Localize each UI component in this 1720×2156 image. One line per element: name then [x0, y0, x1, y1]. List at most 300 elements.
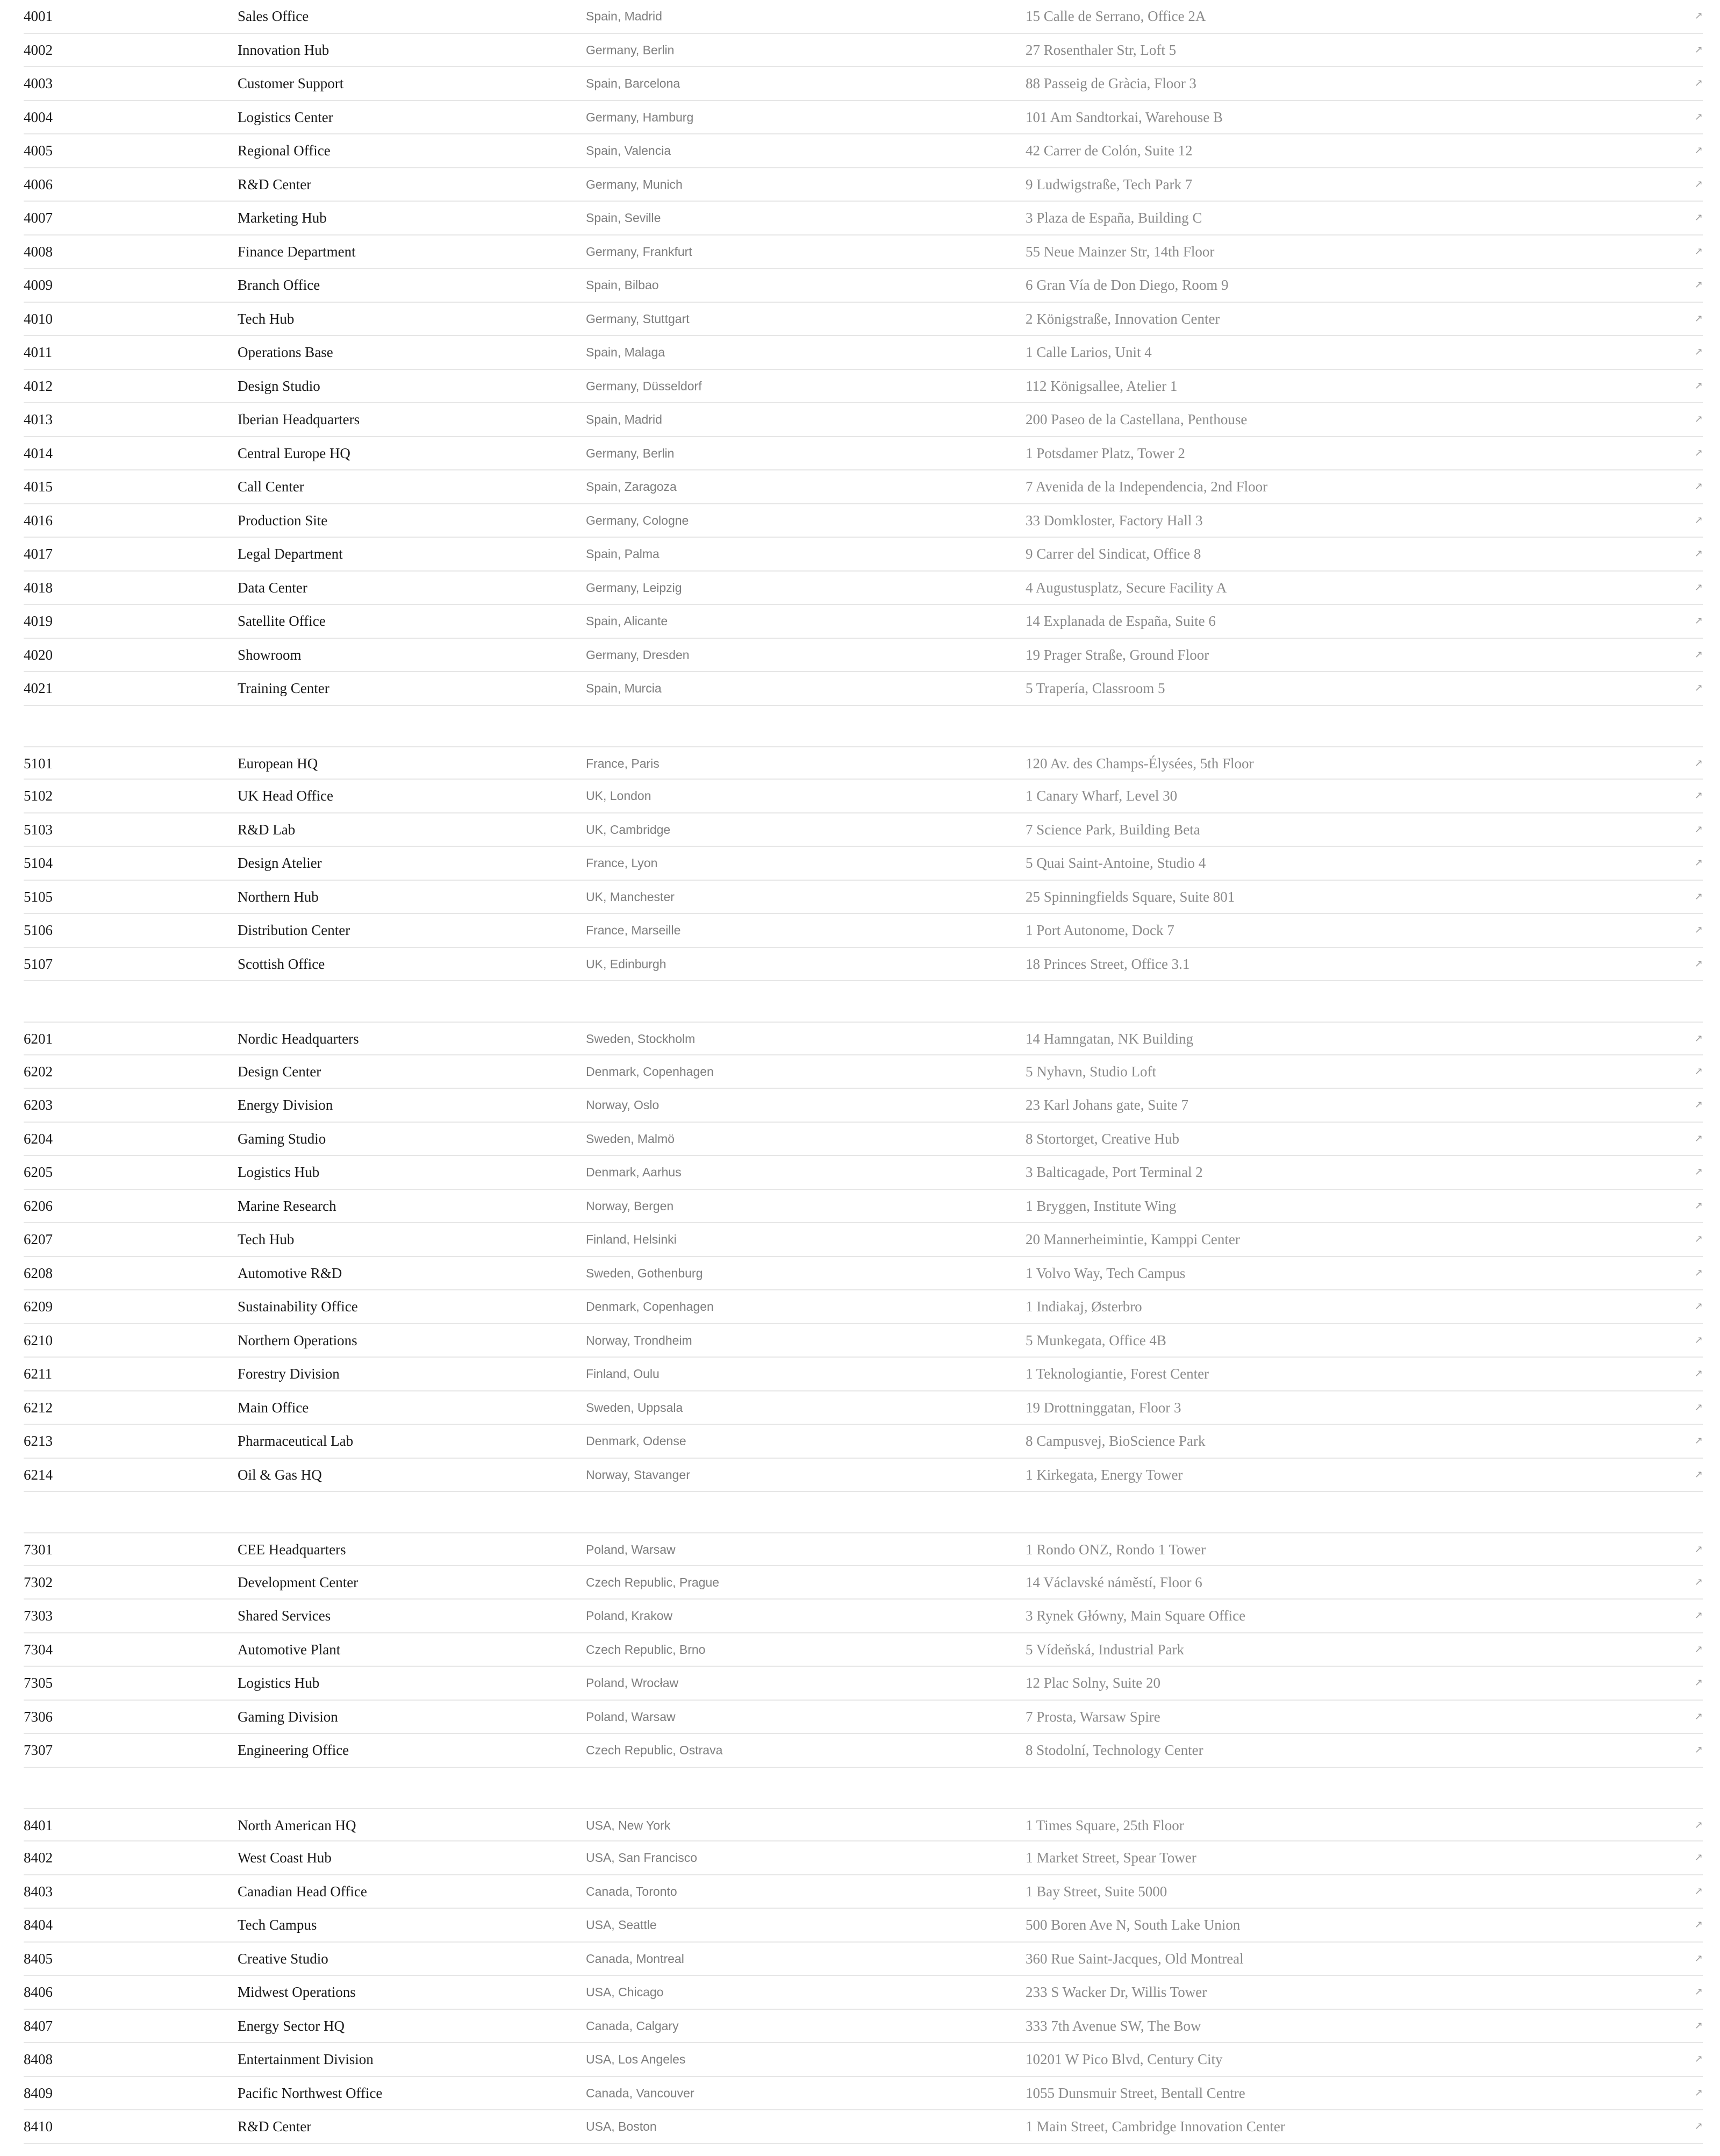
- table-row[interactable]: [24, 1600, 1703, 1633]
- external-link-arrow-icon[interactable]: ↗: [1694, 2121, 1703, 2132]
- office-address: 360 Rue Saint-Jacques, Old Montreal: [1026, 1950, 1244, 1967]
- office-code: 5103: [24, 821, 53, 838]
- office-code: 7307: [24, 1742, 53, 1758]
- table-row[interactable]: [24, 1391, 1703, 1425]
- external-link-arrow-icon[interactable]: ↗: [1694, 581, 1703, 593]
- office-location: Poland, Krakow: [586, 1609, 673, 1623]
- table-row[interactable]: [24, 1223, 1703, 1257]
- office-code: 4010: [24, 310, 53, 327]
- office-location: Germany, Dresden: [586, 647, 690, 662]
- table-row[interactable]: [24, 813, 1703, 847]
- office-address: 12 Plac Solny, Suite 20: [1026, 1675, 1161, 1691]
- office-code: 8404: [24, 1917, 53, 1933]
- external-link-arrow-icon[interactable]: ↗: [1694, 1744, 1703, 1755]
- external-link-arrow-icon[interactable]: ↗: [1694, 2087, 1703, 2098]
- office-location: Germany, Berlin: [586, 42, 675, 57]
- office-name: West Coast Hub: [238, 1850, 332, 1866]
- office-name: Regional Office: [238, 142, 331, 159]
- office-code: 6201: [24, 1031, 53, 1047]
- table-row[interactable]: [24, 1734, 1703, 1768]
- external-link-arrow-icon[interactable]: ↗: [1694, 145, 1703, 156]
- office-code: 8402: [24, 1850, 53, 1866]
- office-address: 1 Times Square, 25th Floor: [1026, 1817, 1184, 1833]
- office-address: 1 Volvo Way, Tech Campus: [1026, 1265, 1186, 1281]
- external-link-arrow-icon[interactable]: ↗: [1694, 178, 1703, 190]
- office-code: 5104: [24, 855, 53, 871]
- office-name: Nordic Headquarters: [238, 1031, 359, 1047]
- table-row[interactable]: [24, 1875, 1703, 1909]
- office-location: Norway, Bergen: [586, 1198, 674, 1213]
- office-address: 9 Carrer del Sindicat, Office 8: [1026, 546, 1201, 562]
- table-row[interactable]: [24, 2077, 1703, 2111]
- office-location: Denmark, Aarhus: [586, 1165, 682, 1179]
- table-row[interactable]: [24, 34, 1703, 68]
- external-link-arrow-icon[interactable]: ↗: [1694, 615, 1703, 626]
- office-name: Forestry Division: [238, 1366, 340, 1382]
- office-address: 19 Prager Straße, Ground Floor: [1026, 646, 1209, 663]
- office-name: Branch Office: [238, 277, 320, 293]
- external-link-arrow-icon[interactable]: ↗: [1694, 1885, 1703, 1897]
- office-code: 6203: [24, 1097, 53, 1113]
- office-location: Sweden, Stockholm: [586, 1032, 696, 1046]
- office-name: Tech Campus: [238, 1917, 317, 1933]
- office-address: 5 Quai Saint-Antoine, Studio 4: [1026, 855, 1206, 871]
- table-row[interactable]: [24, 2043, 1703, 2077]
- external-link-arrow-icon[interactable]: ↗: [1694, 890, 1703, 902]
- office-name: Logistics Hub: [238, 1675, 320, 1691]
- table-row[interactable]: [24, 1532, 1703, 1566]
- office-location: USA, Seattle: [586, 1918, 657, 1932]
- external-link-arrow-icon[interactable]: ↗: [1694, 1301, 1703, 1312]
- office-location: Spain, Palma: [586, 547, 660, 561]
- office-location: USA, New York: [586, 1818, 671, 1832]
- table-row[interactable]: [24, 672, 1703, 706]
- office-name: Gaming Division: [238, 1708, 338, 1725]
- office-address: 14 Explanada de España, Suite 6: [1026, 613, 1216, 629]
- external-link-arrow-icon[interactable]: ↗: [1694, 413, 1703, 425]
- external-link-arrow-icon[interactable]: ↗: [1694, 648, 1703, 660]
- office-name: Marine Research: [238, 1197, 336, 1214]
- office-code: 7305: [24, 1675, 53, 1691]
- office-code: 4011: [24, 344, 52, 360]
- office-address: 10201 W Pico Blvd, Century City: [1026, 2051, 1223, 2067]
- office-address: 101 Am Sandtorkai, Warehouse B: [1026, 109, 1223, 125]
- office-name: Marketing Hub: [238, 210, 327, 226]
- office-code: 6208: [24, 1265, 53, 1281]
- office-address: 1 Port Autonome, Dock 7: [1026, 922, 1174, 938]
- external-link-arrow-icon[interactable]: ↗: [1694, 1819, 1703, 1831]
- external-link-arrow-icon[interactable]: ↗: [1694, 548, 1703, 559]
- office-code: 6214: [24, 1466, 53, 1483]
- office-address: 15 Calle de Serrano, Office 2A: [1026, 8, 1206, 24]
- table-row[interactable]: [24, 1156, 1703, 1190]
- office-location: France, Lyon: [586, 856, 658, 870]
- external-link-arrow-icon[interactable]: ↗: [1694, 924, 1703, 936]
- table-row[interactable]: [24, 101, 1703, 135]
- office-location: Germany, Stuttgart: [586, 311, 690, 326]
- office-name: Showroom: [238, 646, 302, 663]
- table-row[interactable]: [24, 1976, 1703, 2010]
- office-code: 6211: [24, 1366, 52, 1382]
- office-name: Pacific Northwest Office: [238, 2084, 383, 2101]
- office-name: Call Center: [238, 479, 304, 495]
- external-link-arrow-icon[interactable]: ↗: [1694, 1576, 1703, 1588]
- table-row[interactable]: [24, 605, 1703, 639]
- table-row[interactable]: [24, 847, 1703, 881]
- table-row[interactable]: [24, 1566, 1703, 1600]
- office-location: Spain, Madrid: [586, 412, 662, 426]
- office-location: USA, Los Angeles: [586, 2052, 686, 2066]
- office-name: North American HQ: [238, 1817, 356, 1833]
- office-address: 5 Nyhavn, Studio Loft: [1026, 1063, 1156, 1080]
- office-location: France, Marseille: [586, 923, 681, 937]
- office-name: Creative Studio: [238, 1950, 328, 1967]
- office-name: Energy Sector HQ: [238, 2017, 345, 2034]
- table-row[interactable]: [24, 235, 1703, 269]
- external-link-arrow-icon[interactable]: ↗: [1694, 10, 1703, 22]
- office-location: USA, Chicago: [586, 1985, 664, 1999]
- table-row[interactable]: [24, 1123, 1703, 1156]
- office-code: 4012: [24, 377, 53, 394]
- office-code: 7301: [24, 1541, 53, 1558]
- office-address: 233 S Wacker Dr, Willis Tower: [1026, 1984, 1207, 2000]
- external-link-arrow-icon[interactable]: ↗: [1694, 1952, 1703, 1964]
- table-row[interactable]: [24, 168, 1703, 202]
- table-row[interactable]: [24, 1358, 1703, 1391]
- office-location: Germany, Düsseldorf: [586, 379, 702, 393]
- office-code: 5106: [24, 922, 53, 938]
- office-location: Germany, Berlin: [586, 446, 675, 460]
- office-code: 5105: [24, 888, 53, 905]
- office-name: Entertainment Division: [238, 2051, 374, 2067]
- table-row[interactable]: [24, 2110, 1703, 2144]
- external-link-arrow-icon[interactable]: ↗: [1694, 1033, 1703, 1044]
- office-location: Spain, Murcia: [586, 681, 662, 695]
- office-code: 4002: [24, 41, 53, 58]
- office-code: 6210: [24, 1332, 53, 1348]
- office-name: Logistics Hub: [238, 1164, 320, 1180]
- table-row[interactable]: [24, 914, 1703, 948]
- office-address: 6 Gran Vía de Don Diego, Room 9: [1026, 277, 1229, 293]
- office-code: 6209: [24, 1298, 53, 1315]
- office-location: UK, London: [586, 789, 651, 803]
- external-link-arrow-icon[interactable]: ↗: [1694, 682, 1703, 694]
- office-name: R&D Center: [238, 2118, 312, 2134]
- external-link-arrow-icon[interactable]: ↗: [1694, 212, 1703, 223]
- office-location: Spain, Madrid: [586, 9, 662, 23]
- external-link-arrow-icon[interactable]: ↗: [1694, 279, 1703, 290]
- office-name: Gaming Studio: [238, 1130, 326, 1147]
- office-address: 20 Mannerheimintie, Kamppi Center: [1026, 1231, 1240, 1247]
- office-location: Sweden, Malmö: [586, 1131, 675, 1146]
- office-location: Spain, Malaga: [586, 345, 665, 359]
- office-location: Poland, Warsaw: [586, 1709, 676, 1724]
- office-address: 25 Spinningfields Square, Suite 801: [1026, 888, 1235, 905]
- table-row[interactable]: [24, 504, 1703, 538]
- office-name: Automotive R&D: [238, 1265, 342, 1281]
- external-link-arrow-icon[interactable]: ↗: [1694, 44, 1703, 55]
- office-address: 33 Domkloster, Factory Hall 3: [1026, 512, 1203, 529]
- external-link-arrow-icon[interactable]: ↗: [1694, 245, 1703, 257]
- office-location: Poland, Wrocław: [586, 1676, 679, 1690]
- office-location: Canada, Toronto: [586, 1884, 677, 1898]
- table-row[interactable]: [24, 881, 1703, 915]
- office-address: 1 Canary Wharf, Level 30: [1026, 788, 1178, 804]
- office-name: Canadian Head Office: [238, 1883, 367, 1900]
- office-name: Logistics Center: [238, 109, 333, 125]
- office-name: R&D Lab: [238, 821, 296, 838]
- office-location: Denmark, Copenhagen: [586, 1064, 714, 1079]
- office-name: Design Studio: [238, 377, 320, 394]
- external-link-arrow-icon[interactable]: ↗: [1694, 1368, 1703, 1379]
- office-location: Czech Republic, Ostrava: [586, 1743, 723, 1757]
- table-row[interactable]: [24, 1808, 1703, 1842]
- office-address: 1 Bryggen, Institute Wing: [1026, 1197, 1177, 1214]
- office-name: Scottish Office: [238, 955, 325, 972]
- office-name: Data Center: [238, 579, 307, 596]
- office-code: 8407: [24, 2017, 53, 2034]
- office-location: Spain, Seville: [586, 211, 661, 225]
- external-link-arrow-icon[interactable]: ↗: [1694, 1200, 1703, 1211]
- table-row[interactable]: [24, 0, 1703, 34]
- office-name: Tech Hub: [238, 310, 295, 327]
- office-name: Development Center: [238, 1574, 359, 1590]
- table-row[interactable]: [24, 269, 1703, 303]
- office-location: Canada, Vancouver: [586, 2086, 694, 2100]
- office-address: 55 Neue Mainzer Str, 14th Floor: [1026, 243, 1215, 260]
- office-code: 7302: [24, 1574, 53, 1590]
- external-link-arrow-icon[interactable]: ↗: [1694, 1919, 1703, 1930]
- table-row[interactable]: [24, 1841, 1703, 1875]
- office-code: 6213: [24, 1433, 53, 1449]
- external-link-arrow-icon[interactable]: ↗: [1694, 757, 1703, 769]
- table-row[interactable]: [24, 470, 1703, 504]
- table-row[interactable]: [24, 538, 1703, 572]
- office-code: 4021: [24, 680, 53, 696]
- office-name: Northern Hub: [238, 888, 319, 905]
- office-code: 4019: [24, 613, 53, 629]
- external-link-arrow-icon[interactable]: ↗: [1694, 1099, 1703, 1110]
- table-row[interactable]: [24, 134, 1703, 168]
- external-link-arrow-icon[interactable]: ↗: [1694, 1401, 1703, 1413]
- external-link-arrow-icon[interactable]: ↗: [1694, 447, 1703, 459]
- office-address: 3 Balticagade, Port Terminal 2: [1026, 1164, 1203, 1180]
- table-row[interactable]: [24, 1022, 1703, 1055]
- office-name: Design Atelier: [238, 855, 322, 871]
- external-link-arrow-icon[interactable]: ↗: [1694, 1065, 1703, 1077]
- office-code: 8403: [24, 1883, 53, 1900]
- table-row[interactable]: [24, 336, 1703, 370]
- table-row[interactable]: [24, 746, 1703, 780]
- office-name: Satellite Office: [238, 613, 326, 629]
- office-code: 7306: [24, 1708, 53, 1725]
- external-link-arrow-icon[interactable]: ↗: [1694, 1610, 1703, 1621]
- external-link-arrow-icon[interactable]: ↗: [1694, 2053, 1703, 2065]
- external-link-arrow-icon[interactable]: ↗: [1694, 958, 1703, 969]
- office-name: Main Office: [238, 1399, 309, 1416]
- office-name: Operations Base: [238, 344, 333, 360]
- office-name: Northern Operations: [238, 1332, 357, 1348]
- office-group: [24, 1022, 1703, 1492]
- office-location: Denmark, Copenhagen: [586, 1300, 714, 1313]
- office-address: 112 Königsallee, Atelier 1: [1026, 377, 1178, 394]
- table-row[interactable]: [24, 1943, 1703, 1976]
- office-name: Innovation Hub: [238, 41, 329, 58]
- table-row[interactable]: [24, 639, 1703, 673]
- table-row[interactable]: [24, 67, 1703, 101]
- office-location: France, Paris: [586, 756, 660, 770]
- external-link-arrow-icon[interactable]: ↗: [1694, 1710, 1703, 1722]
- table-row[interactable]: [24, 1909, 1703, 1943]
- office-name: CEE Headquarters: [238, 1541, 346, 1558]
- office-name: Oil & Gas HQ: [238, 1466, 322, 1483]
- office-name: Iberian Headquarters: [238, 411, 360, 427]
- external-link-arrow-icon[interactable]: ↗: [1694, 481, 1703, 492]
- office-address: 42 Carrer de Colón, Suite 12: [1026, 142, 1193, 159]
- office-code: 4017: [24, 546, 53, 562]
- external-link-arrow-icon[interactable]: ↗: [1694, 312, 1703, 324]
- table-row[interactable]: [24, 1324, 1703, 1358]
- office-code: 5102: [24, 788, 53, 804]
- office-code: 5101: [24, 755, 53, 772]
- table-row[interactable]: [24, 1425, 1703, 1459]
- office-address: 1 Market Street, Spear Tower: [1026, 1850, 1196, 1866]
- table-row[interactable]: [24, 1459, 1703, 1493]
- table-row[interactable]: [24, 437, 1703, 471]
- external-link-arrow-icon[interactable]: ↗: [1694, 380, 1703, 391]
- external-link-arrow-icon[interactable]: ↗: [1694, 77, 1703, 89]
- office-name: R&D Center: [238, 176, 312, 192]
- office-address: 333 7th Avenue SW, The Bow: [1026, 2017, 1201, 2034]
- office-location: Canada, Calgary: [586, 2018, 679, 2033]
- office-name: European HQ: [238, 755, 318, 772]
- office-address: 1 Calle Larios, Unit 4: [1026, 344, 1152, 360]
- office-name: Energy Division: [238, 1097, 333, 1113]
- table-row[interactable]: [24, 403, 1703, 437]
- office-address: 5 Vídeňská, Industrial Park: [1026, 1641, 1184, 1658]
- table-row[interactable]: [24, 2010, 1703, 2044]
- external-link-arrow-icon[interactable]: ↗: [1694, 1132, 1703, 1144]
- office-address: 5 Munkegata, Office 4B: [1026, 1332, 1166, 1348]
- office-location: Czech Republic, Prague: [586, 1575, 720, 1589]
- office-location: Norway, Stavanger: [586, 1467, 690, 1482]
- office-name: Sustainability Office: [238, 1298, 358, 1315]
- office-code: 8405: [24, 1950, 53, 1967]
- office-location: Norway, Oslo: [586, 1098, 660, 1112]
- office-group: [24, 1808, 1703, 2144]
- table-row[interactable]: [24, 303, 1703, 337]
- external-link-arrow-icon[interactable]: ↗: [1694, 1334, 1703, 1346]
- table-row[interactable]: [24, 572, 1703, 605]
- table-row[interactable]: [24, 202, 1703, 235]
- external-link-arrow-icon[interactable]: ↗: [1694, 1643, 1703, 1655]
- external-link-arrow-icon[interactable]: ↗: [1694, 1544, 1703, 1555]
- office-location: Czech Republic, Brno: [586, 1642, 706, 1657]
- table-row[interactable]: [24, 370, 1703, 404]
- table-row[interactable]: [24, 948, 1703, 982]
- office-code: 8401: [24, 1817, 53, 1833]
- external-link-arrow-icon[interactable]: ↗: [1694, 1435, 1703, 1446]
- office-code: 4016: [24, 512, 53, 529]
- external-link-arrow-icon[interactable]: ↗: [1694, 346, 1703, 358]
- office-name: Central Europe HQ: [238, 445, 350, 461]
- table-row[interactable]: [24, 1089, 1703, 1123]
- office-code: 4004: [24, 109, 53, 125]
- office-location: Spain, Bilbao: [586, 278, 659, 292]
- office-name: Design Center: [238, 1063, 321, 1080]
- external-link-arrow-icon[interactable]: ↗: [1694, 1852, 1703, 1863]
- office-code: 4006: [24, 176, 53, 192]
- office-name: Engineering Office: [238, 1742, 349, 1758]
- table-row[interactable]: [24, 1190, 1703, 1224]
- table-row[interactable]: [24, 1701, 1703, 1734]
- office-code: 4014: [24, 445, 53, 461]
- external-link-arrow-icon[interactable]: ↗: [1694, 823, 1703, 835]
- office-location: Poland, Warsaw: [586, 1543, 676, 1557]
- table-row[interactable]: [24, 780, 1703, 813]
- office-address: 1 Kirkegata, Energy Tower: [1026, 1466, 1183, 1483]
- office-name: Customer Support: [238, 75, 344, 91]
- office-code: 4001: [24, 8, 53, 24]
- office-group: [24, 1532, 1703, 1768]
- table-row[interactable]: [24, 1667, 1703, 1701]
- office-location: Germany, Munich: [586, 177, 683, 191]
- office-name: Finance Department: [238, 243, 356, 260]
- office-code: 4009: [24, 277, 53, 293]
- office-name: Distribution Center: [238, 922, 350, 938]
- office-address: 3 Plaza de España, Building C: [1026, 210, 1202, 226]
- office-location: USA, Boston: [586, 2119, 657, 2133]
- office-code: 4005: [24, 142, 53, 159]
- table-row[interactable]: [24, 1633, 1703, 1667]
- external-link-arrow-icon[interactable]: ↗: [1694, 1233, 1703, 1245]
- table-row[interactable]: [24, 1257, 1703, 1291]
- external-link-arrow-icon[interactable]: ↗: [1694, 1986, 1703, 1997]
- external-link-arrow-icon[interactable]: ↗: [1694, 2019, 1703, 2031]
- external-link-arrow-icon[interactable]: ↗: [1694, 514, 1703, 526]
- office-name: UK Head Office: [238, 788, 333, 804]
- office-location: Germany, Frankfurt: [586, 244, 692, 259]
- table-row[interactable]: [24, 1055, 1703, 1089]
- office-name: Pharmaceutical Lab: [238, 1433, 354, 1449]
- external-link-arrow-icon[interactable]: ↗: [1694, 111, 1703, 123]
- office-code: 4007: [24, 210, 53, 226]
- office-location: Finland, Helsinki: [586, 1232, 677, 1246]
- office-location: Germany, Hamburg: [586, 110, 694, 124]
- office-code: 7304: [24, 1641, 53, 1658]
- external-link-arrow-icon[interactable]: ↗: [1694, 1166, 1703, 1177]
- office-location: Canada, Montreal: [586, 1951, 684, 1966]
- external-link-arrow-icon[interactable]: ↗: [1694, 1468, 1703, 1480]
- office-name: Shared Services: [238, 1608, 331, 1624]
- external-link-arrow-icon[interactable]: ↗: [1694, 857, 1703, 868]
- office-group: [24, 0, 1703, 706]
- office-location: Spain, Barcelona: [586, 76, 680, 90]
- office-code: 4015: [24, 479, 53, 495]
- external-link-arrow-icon[interactable]: ↗: [1694, 1677, 1703, 1688]
- office-code: 5107: [24, 955, 53, 972]
- external-link-arrow-icon[interactable]: ↗: [1694, 1267, 1703, 1279]
- office-address: 5 Trapería, Classroom 5: [1026, 680, 1165, 696]
- office-code: 7303: [24, 1608, 53, 1624]
- office-location: Germany, Leipzig: [586, 580, 682, 595]
- office-location: Sweden, Gothenburg: [586, 1266, 703, 1280]
- office-address: 120 Av. des Champs-Élysées, 5th Floor: [1026, 755, 1254, 772]
- table-row[interactable]: [24, 1290, 1703, 1324]
- office-location: Denmark, Odense: [586, 1434, 686, 1448]
- office-code: 6202: [24, 1063, 53, 1080]
- external-link-arrow-icon[interactable]: ↗: [1694, 790, 1703, 801]
